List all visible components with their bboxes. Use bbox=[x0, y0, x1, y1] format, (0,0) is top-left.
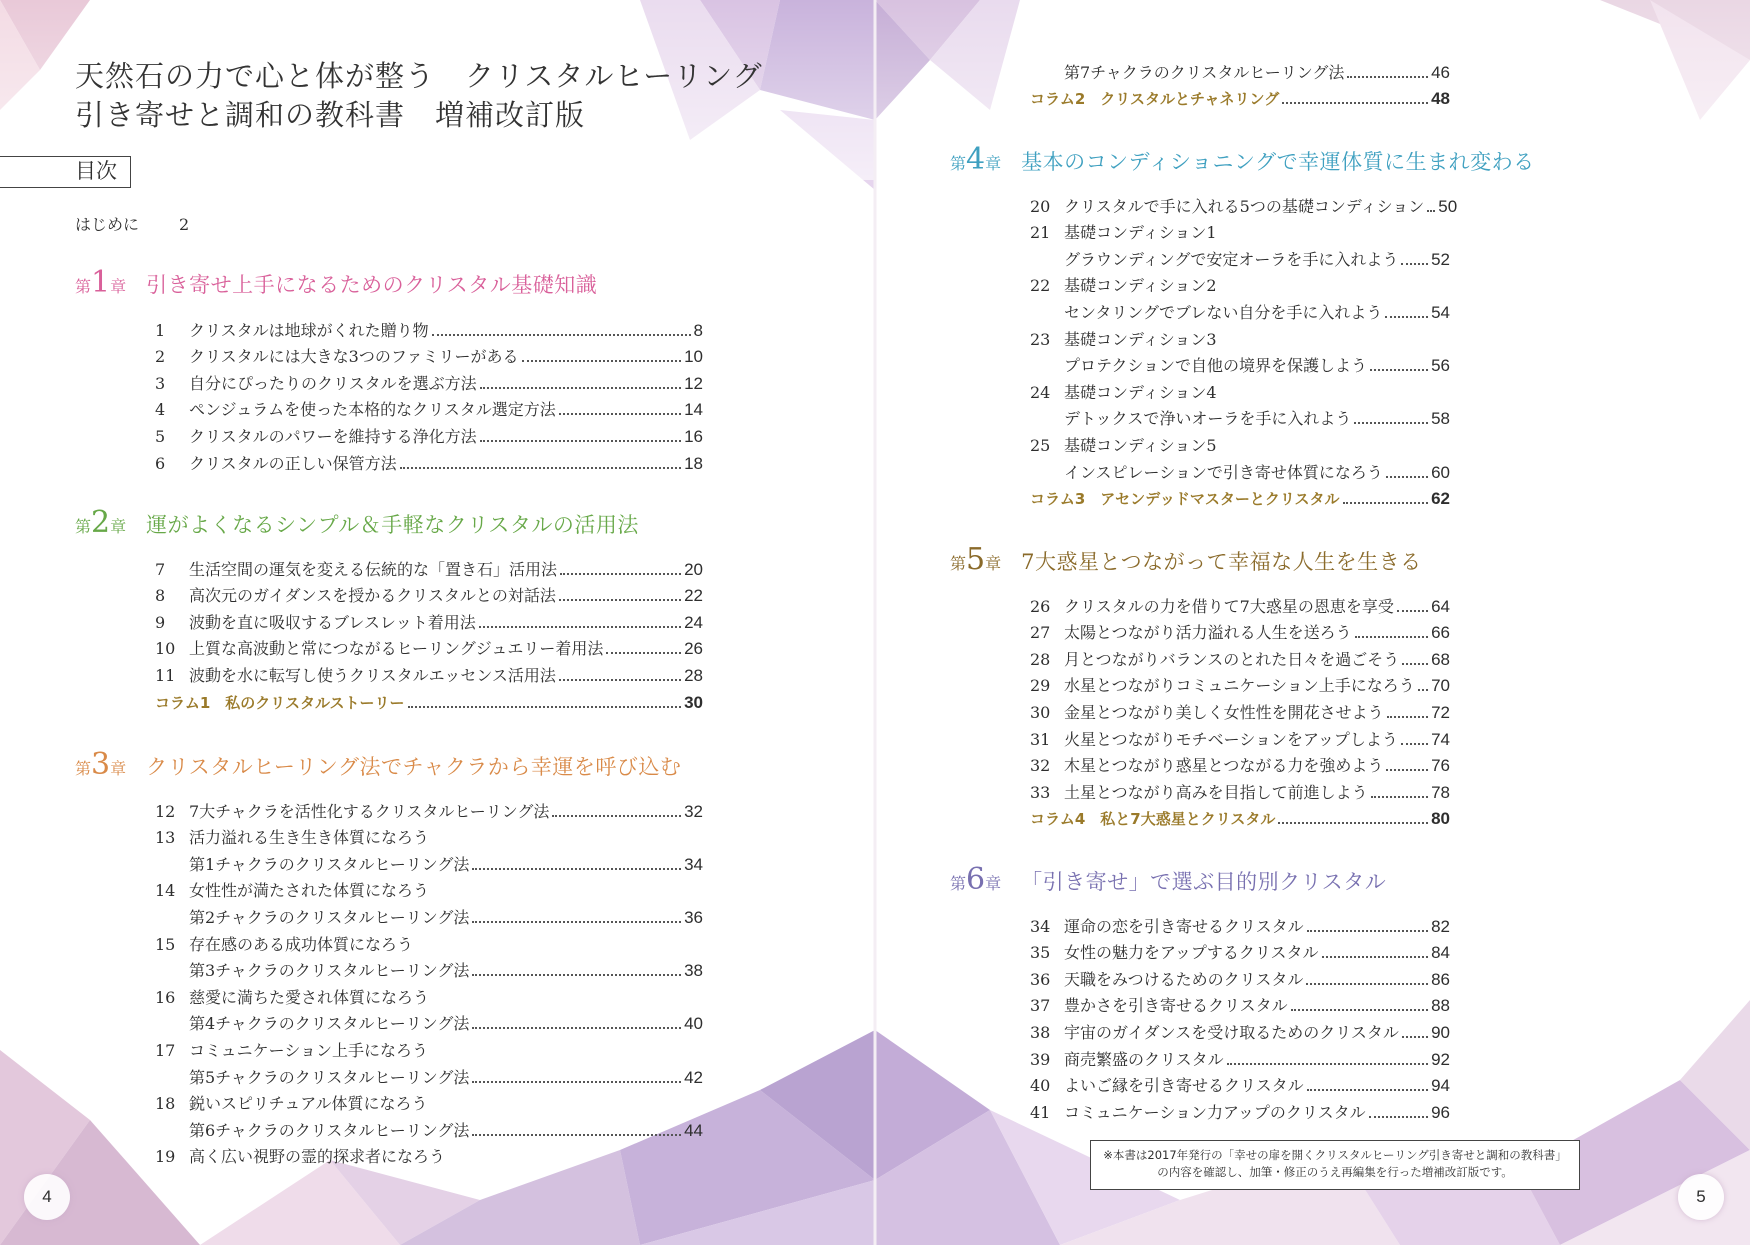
toc-entry[interactable] bbox=[155, 1088, 703, 1115]
toc-label: 目次 bbox=[0, 156, 131, 188]
entry-number: 39 bbox=[1030, 1049, 1051, 1069]
entry-title: 自分にぴったりのクリスタルを選ぶ方法 bbox=[189, 373, 477, 393]
entry-number: 4 bbox=[155, 400, 166, 420]
entry-number: 16 bbox=[155, 987, 176, 1007]
entry-number: 1 bbox=[155, 320, 166, 340]
entry-number: 23 bbox=[1030, 329, 1051, 349]
toc-entry[interactable] bbox=[1030, 376, 1450, 403]
leader-dots bbox=[1291, 1009, 1428, 1011]
toc-entry[interactable] bbox=[155, 553, 703, 580]
chapter-6-entries bbox=[1030, 910, 1450, 1123]
entry-title: クリスタルには大きな3つのファミリーがある bbox=[189, 347, 519, 367]
entry-title: クリスタルで手に入れる5つの基礎コンディション bbox=[1064, 196, 1425, 216]
entry-title: コラム2 クリスタルとチャネリング bbox=[1030, 90, 1280, 109]
toc-entry[interactable] bbox=[1030, 217, 1450, 244]
leader-dots bbox=[479, 626, 681, 628]
entry-title: クリスタルの正しい保管方法 bbox=[189, 453, 397, 473]
entry-title: コラム3 アセンデッドマスターとクリスタル bbox=[1030, 490, 1340, 509]
entry-page: 34 bbox=[684, 854, 703, 874]
leader-dots bbox=[1386, 769, 1428, 771]
toc-entry[interactable] bbox=[155, 848, 703, 875]
leader-dots bbox=[560, 573, 681, 575]
chapter-title: クリスタルヒーリング法でチャクラから幸運を呼び込む bbox=[146, 755, 682, 779]
toc-entry[interactable] bbox=[155, 955, 703, 982]
entry-number: 40 bbox=[1030, 1076, 1051, 1096]
entry-number: 34 bbox=[1030, 916, 1051, 936]
entry-page: 94 bbox=[1431, 1076, 1450, 1096]
toc-entry[interactable] bbox=[155, 633, 703, 660]
toc-entry[interactable] bbox=[1030, 990, 1450, 1017]
entry-title: 水星とつながりコミュニケーション上手になろう bbox=[1064, 676, 1415, 696]
entry-title: コラム4 私と7大惑星とクリスタル bbox=[1030, 810, 1276, 829]
leader-dots bbox=[1402, 663, 1428, 665]
intro-label: はじめに bbox=[75, 215, 140, 234]
entry-page: 46 bbox=[1431, 62, 1450, 82]
chapter-prefix: 第 bbox=[75, 759, 92, 778]
toc-entry[interactable] bbox=[155, 420, 703, 447]
leader-dots bbox=[1371, 796, 1428, 798]
entry-title: 月とつながりバランスのとれた日々を過ごそう bbox=[1064, 649, 1400, 669]
entry-number: 32 bbox=[1030, 756, 1051, 776]
leader-dots bbox=[559, 599, 681, 601]
chapter-title: 7大惑星とつながって幸福な人生を生きる bbox=[1021, 550, 1422, 574]
entry-title: 女性性が満たされた体質になろう bbox=[189, 881, 430, 901]
entry-title: 波動を水に転写し使うクリスタルエッセンス活用法 bbox=[189, 665, 556, 685]
toc-entry[interactable] bbox=[155, 1034, 703, 1061]
leader-dots bbox=[1418, 689, 1428, 691]
page-number-right: 5 bbox=[1678, 1174, 1724, 1220]
leader-dots bbox=[408, 706, 682, 708]
entry-page: 54 bbox=[1431, 302, 1450, 322]
entry-number: 25 bbox=[1030, 435, 1051, 455]
entry-title: クリスタルのパワーを維持する浄化方法 bbox=[189, 426, 477, 446]
leader-dots bbox=[1397, 610, 1428, 612]
entry-title: 基礎コンディション1 bbox=[1064, 223, 1217, 243]
entry-title: 7大チャクラを活性化するクリスタルヒーリング法 bbox=[189, 801, 550, 821]
toc-entry[interactable] bbox=[155, 1061, 703, 1088]
chapter-title: 基本のコンディショニングで幸運体質に生まれ変わる bbox=[1021, 150, 1535, 174]
entry-title: 基礎コンディション5 bbox=[1064, 435, 1217, 455]
entry-number: 18 bbox=[155, 1094, 176, 1114]
entry-number: 17 bbox=[155, 1040, 176, 1060]
entry-title: 第4チャクラのクリスタルヒーリング法 bbox=[189, 1014, 470, 1034]
leader-dots bbox=[480, 387, 681, 389]
column-entry[interactable] bbox=[1030, 83, 1450, 110]
toc-entry[interactable] bbox=[155, 1114, 703, 1141]
entry-page: 48 bbox=[1431, 89, 1450, 109]
toc-entry[interactable] bbox=[1030, 243, 1450, 270]
toc-entry[interactable] bbox=[1030, 270, 1450, 297]
entry-number: 19 bbox=[155, 1147, 176, 1167]
chapter-heading-2[interactable] bbox=[75, 505, 639, 542]
entry-page: 82 bbox=[1431, 916, 1450, 936]
toc-entry[interactable] bbox=[1030, 1070, 1450, 1097]
entry-title: センタリングでブレない自分を手に入れよう bbox=[1064, 302, 1383, 322]
entry-number: 3 bbox=[155, 373, 166, 393]
chapter-suffix: 章 bbox=[985, 874, 1002, 893]
entry-number: 22 bbox=[1030, 276, 1051, 296]
entry-number: 28 bbox=[1030, 649, 1051, 669]
toc-entry[interactable] bbox=[1030, 963, 1450, 990]
entry-title: 第1チャクラのクリスタルヒーリング法 bbox=[189, 854, 470, 874]
entry-page: 26 bbox=[684, 639, 703, 659]
entry-title: 生活空間の運気を変える伝統的な「置き石」活用法 bbox=[189, 559, 558, 579]
toc-entry[interactable] bbox=[1030, 937, 1450, 964]
chapter-title: 「引き寄せ」で選ぶ目的別クリスタル bbox=[1021, 870, 1387, 894]
entry-number: 6 bbox=[155, 453, 166, 473]
entry-title: コラム1 私のクリスタルストーリー bbox=[155, 693, 405, 712]
leader-dots bbox=[1355, 636, 1428, 638]
toc-entry[interactable] bbox=[1030, 696, 1450, 723]
leader-dots bbox=[1427, 210, 1435, 212]
book-title-line1: 天然石の力で心と体が整う クリスタルヒーリング bbox=[75, 59, 763, 93]
leader-dots bbox=[1386, 476, 1428, 478]
entry-number: 35 bbox=[1030, 943, 1051, 963]
entry-title: 上質な高波動と常につながるヒーリングジュエリー着用法 bbox=[189, 639, 604, 659]
entry-title: 土星とつながり高みを目指して前進しよう bbox=[1064, 782, 1368, 802]
leader-dots bbox=[1343, 502, 1429, 504]
entry-title: 太陽とつながり活力溢れる人生を送ろう bbox=[1064, 623, 1352, 643]
entry-page: 60 bbox=[1431, 462, 1450, 482]
entry-title: 高く広い視野の霊的探求者になろう bbox=[189, 1147, 446, 1167]
leader-dots bbox=[552, 815, 681, 817]
toc-entry[interactable] bbox=[1030, 350, 1450, 377]
entry-title: デトックスで浄いオーラを手に入れよう bbox=[1064, 409, 1352, 429]
chapter-suffix: 章 bbox=[110, 277, 127, 296]
entry-number: 36 bbox=[1030, 969, 1051, 989]
entry-title: プロテクションで自他の境界を保護しよう bbox=[1064, 356, 1368, 376]
toc-entry[interactable] bbox=[155, 981, 703, 1008]
chapter-title: 運がよくなるシンプル＆手軽なクリスタルの活用法 bbox=[146, 513, 639, 537]
entry-page: 86 bbox=[1431, 969, 1450, 989]
entry-page: 20 bbox=[684, 559, 703, 579]
leader-dots bbox=[1306, 983, 1428, 985]
chapter-4-entries bbox=[1030, 190, 1458, 509]
chapter-suffix: 章 bbox=[110, 517, 127, 536]
entry-number: 38 bbox=[1030, 1022, 1051, 1042]
toc-entry[interactable] bbox=[1030, 1096, 1450, 1123]
entry-page: 42 bbox=[684, 1067, 703, 1087]
chapter-prefix: 第 bbox=[75, 277, 92, 296]
entry-page: 50 bbox=[1438, 196, 1458, 216]
entry-page: 38 bbox=[684, 961, 703, 981]
entry-title: 豊かさを引き寄せるクリスタル bbox=[1064, 996, 1288, 1016]
entry-title: コミュニケーション上手になろう bbox=[189, 1040, 429, 1060]
entry-number: 15 bbox=[155, 934, 176, 954]
entry-number: 2 bbox=[155, 347, 166, 367]
entry-number: 26 bbox=[1030, 596, 1051, 616]
toc-entry[interactable] bbox=[1030, 403, 1450, 430]
edition-note: ※本書は2017年発行の「幸せの扉を開くクリスタルヒーリング引き寄せと調和の教科書」の内容を確認し、加筆・修正のうえ再編集を行った増補改訂版です。 bbox=[1090, 1140, 1580, 1190]
entry-title: 火星とつながりモチベーションをアップしよう bbox=[1064, 729, 1398, 749]
entry-page: 18 bbox=[684, 453, 703, 473]
toc-entry[interactable] bbox=[155, 1008, 703, 1035]
entry-number: 10 bbox=[155, 639, 176, 659]
entry-number: 33 bbox=[1030, 782, 1051, 802]
entry-page: 28 bbox=[684, 665, 703, 685]
entry-title: 基礎コンディション3 bbox=[1064, 329, 1217, 349]
toc-entry[interactable] bbox=[1030, 323, 1450, 350]
chapter-heading-4[interactable] bbox=[950, 142, 1535, 179]
entry-number: 13 bbox=[155, 828, 176, 848]
entry-title: 高次元のガイダンスを授かるクリスタルとの対話法 bbox=[189, 586, 556, 606]
entry-title: 鋭いスピリチュアル体質になろう bbox=[189, 1094, 428, 1114]
leader-dots bbox=[606, 652, 681, 654]
entry-page: 88 bbox=[1431, 996, 1450, 1016]
toc-entry[interactable] bbox=[155, 341, 703, 368]
chapter-suffix: 章 bbox=[110, 759, 127, 778]
leader-dots bbox=[1322, 956, 1429, 958]
intro-entry[interactable] bbox=[75, 212, 189, 235]
toc-entry[interactable] bbox=[155, 606, 703, 633]
entry-number: 8 bbox=[155, 586, 166, 606]
chapter-suffix: 章 bbox=[985, 554, 1002, 573]
leader-dots bbox=[1401, 743, 1428, 745]
entry-title: 活力溢れる生き生き体質になろう bbox=[189, 828, 430, 848]
chapter-1-entries bbox=[155, 314, 703, 474]
entry-page: 32 bbox=[684, 801, 703, 821]
toc-entry[interactable] bbox=[155, 314, 703, 341]
entry-title: 第5チャクラのクリスタルヒーリング法 bbox=[189, 1067, 470, 1087]
entry-page: 64 bbox=[1431, 596, 1450, 616]
toc-entry[interactable] bbox=[1030, 910, 1450, 937]
entry-number: 24 bbox=[1030, 382, 1051, 402]
entry-page: 66 bbox=[1431, 623, 1450, 643]
toc-entry[interactable] bbox=[1030, 750, 1450, 777]
entry-page: 56 bbox=[1431, 356, 1450, 376]
entry-title: 慈愛に満ちた愛され体質になろう bbox=[189, 987, 430, 1007]
toc-entry[interactable] bbox=[1030, 617, 1450, 644]
toc-entry[interactable] bbox=[1030, 190, 1458, 217]
entry-page: 92 bbox=[1431, 1049, 1450, 1069]
leader-dots bbox=[472, 868, 681, 870]
chapter-number: 4 bbox=[966, 142, 986, 177]
entry-page: 76 bbox=[1431, 756, 1450, 776]
chapter-prefix: 第 bbox=[950, 874, 967, 893]
entry-page: 68 bbox=[1431, 649, 1450, 669]
leader-dots bbox=[1370, 369, 1428, 371]
toc-entry[interactable] bbox=[155, 659, 703, 686]
entry-title: 商売繁盛のクリスタル bbox=[1064, 1049, 1224, 1069]
entry-title: 天職をみつけるためのクリスタル bbox=[1064, 969, 1304, 989]
entry-page: 96 bbox=[1431, 1102, 1450, 1122]
entry-title: クリスタルの力を借りて7大惑星の恩恵を享受 bbox=[1064, 596, 1394, 616]
leader-dots bbox=[472, 1081, 681, 1083]
toc-entry[interactable] bbox=[155, 822, 703, 849]
leader-dots bbox=[1354, 422, 1428, 424]
toc-entry[interactable] bbox=[155, 795, 703, 822]
entry-title: クリスタルは地球がくれた贈り物 bbox=[189, 320, 429, 340]
page-number-left: 4 bbox=[24, 1174, 70, 1220]
leader-dots bbox=[1307, 1089, 1428, 1091]
entry-title: 波動を直に吸収するブレスレット着用法 bbox=[189, 612, 476, 632]
right-page bbox=[875, 0, 1750, 1245]
entry-page: 8 bbox=[693, 320, 703, 340]
leader-dots bbox=[1227, 1063, 1428, 1065]
entry-page: 72 bbox=[1431, 702, 1450, 722]
entry-title: よいご縁を引き寄せるクリスタル bbox=[1064, 1076, 1304, 1096]
intro-page: 2 bbox=[179, 215, 190, 234]
toc-entry[interactable] bbox=[1030, 776, 1450, 803]
toc-entry[interactable] bbox=[1030, 429, 1450, 456]
leader-dots bbox=[1401, 263, 1428, 265]
leader-dots bbox=[1307, 930, 1428, 932]
chapter-heading-1[interactable] bbox=[75, 265, 598, 302]
chapter-prefix: 第 bbox=[75, 517, 92, 536]
entry-number: 41 bbox=[1030, 1102, 1051, 1122]
entry-page: 58 bbox=[1431, 409, 1450, 429]
column-entry[interactable] bbox=[155, 686, 703, 713]
chapter-number: 1 bbox=[91, 265, 111, 300]
entry-number: 20 bbox=[1030, 196, 1051, 216]
chapter-3-entries bbox=[155, 795, 703, 1167]
entry-number: 27 bbox=[1030, 623, 1051, 643]
entry-page: 14 bbox=[684, 400, 703, 420]
toc-entry[interactable] bbox=[155, 580, 703, 607]
toc-entry[interactable] bbox=[1030, 590, 1450, 617]
toc-entry[interactable] bbox=[1030, 1043, 1450, 1070]
leader-dots bbox=[1385, 316, 1428, 318]
entry-number: 31 bbox=[1030, 729, 1051, 749]
leader-dots bbox=[472, 1027, 681, 1029]
toc-entry[interactable] bbox=[155, 928, 703, 955]
entry-number: 5 bbox=[155, 426, 166, 446]
leader-dots bbox=[1282, 102, 1428, 104]
entry-title: 運命の恋を引き寄せるクリスタル bbox=[1064, 916, 1304, 936]
leader-dots bbox=[1278, 822, 1428, 824]
entry-number: 9 bbox=[155, 612, 166, 632]
chapter-number: 2 bbox=[91, 505, 111, 540]
leader-dots bbox=[522, 360, 682, 362]
leader-dots bbox=[1402, 1036, 1428, 1038]
leader-dots bbox=[1369, 1116, 1428, 1118]
entry-page: 52 bbox=[1431, 249, 1450, 269]
leader-dots bbox=[472, 1134, 681, 1136]
entry-number: 11 bbox=[155, 665, 176, 685]
entry-title: 基礎コンディション4 bbox=[1064, 382, 1217, 402]
column-entry[interactable] bbox=[1030, 803, 1450, 830]
leader-dots bbox=[400, 467, 681, 469]
leader-dots bbox=[432, 334, 691, 336]
entry-page: 40 bbox=[684, 1014, 703, 1034]
entry-title: 基礎コンディション2 bbox=[1064, 276, 1217, 296]
chapter-number: 5 bbox=[966, 542, 986, 577]
entry-page: 70 bbox=[1431, 676, 1450, 696]
entry-title: 木星とつながり惑星とつながる力を強めよう bbox=[1064, 756, 1384, 776]
entry-number: 12 bbox=[155, 801, 176, 821]
toc-entry[interactable] bbox=[1030, 643, 1450, 670]
entry-title: 第6チャクラのクリスタルヒーリング法 bbox=[189, 1120, 470, 1140]
entry-title: ペンジュラムを使った本格的なクリスタル選定方法 bbox=[189, 400, 556, 420]
leader-dots bbox=[480, 440, 681, 442]
toc-entry[interactable] bbox=[155, 901, 703, 928]
entry-page: 74 bbox=[1431, 729, 1450, 749]
chapter-2-entries bbox=[155, 553, 703, 713]
entry-title: コミュニケーション力アップのクリスタル bbox=[1064, 1102, 1366, 1122]
entry-number: 14 bbox=[155, 881, 176, 901]
entry-page: 84 bbox=[1431, 943, 1450, 963]
entry-title: 第2チャクラのクリスタルヒーリング法 bbox=[189, 907, 470, 927]
chapter-heading-6[interactable] bbox=[950, 862, 1387, 899]
entry-title: 第3チャクラのクリスタルヒーリング法 bbox=[189, 961, 470, 981]
toc-entry[interactable] bbox=[1030, 56, 1450, 83]
entry-page: 30 bbox=[684, 692, 703, 712]
entry-title: グラウンディングで安定オーラを手に入れよう bbox=[1064, 249, 1399, 269]
leader-dots bbox=[559, 679, 681, 681]
leader-dots bbox=[1387, 716, 1428, 718]
entry-title: 女性の魅力をアップするクリスタル bbox=[1064, 943, 1319, 963]
entry-page: 78 bbox=[1431, 782, 1450, 802]
toc-entry[interactable] bbox=[155, 875, 703, 902]
entry-page: 36 bbox=[684, 907, 703, 927]
entry-page: 22 bbox=[684, 586, 703, 606]
chapter-5-entries bbox=[1030, 590, 1450, 829]
chapter-number: 3 bbox=[91, 747, 111, 782]
entry-page: 16 bbox=[684, 426, 703, 446]
entry-page: 24 bbox=[684, 612, 703, 632]
entry-title: 存在感のある成功体質になろう bbox=[189, 934, 414, 954]
chapter-heading-5[interactable] bbox=[950, 542, 1422, 579]
toc-entry[interactable] bbox=[155, 1141, 703, 1168]
entry-title: 第7チャクラのクリスタルヒーリング法 bbox=[1064, 62, 1345, 82]
entry-page: 80 bbox=[1431, 809, 1450, 829]
entry-number: 29 bbox=[1030, 676, 1051, 696]
toc-entry[interactable] bbox=[155, 447, 703, 474]
entry-number: 30 bbox=[1030, 702, 1051, 722]
chapter-number: 6 bbox=[966, 862, 986, 897]
entry-number: 7 bbox=[155, 559, 166, 579]
toc-entry[interactable] bbox=[1030, 670, 1450, 697]
toc-entry[interactable] bbox=[155, 367, 703, 394]
leader-dots bbox=[472, 921, 681, 923]
toc-entry[interactable] bbox=[1030, 296, 1450, 323]
leader-dots bbox=[472, 974, 681, 976]
toc-entry[interactable] bbox=[1030, 456, 1450, 483]
toc-entry[interactable] bbox=[155, 394, 703, 421]
entry-page: 12 bbox=[684, 373, 703, 393]
chapter-title: 引き寄せ上手になるためのクリスタル基礎知識 bbox=[146, 273, 598, 297]
entry-number: 37 bbox=[1030, 996, 1051, 1016]
entry-number: 21 bbox=[1030, 223, 1051, 243]
book-title-line2: 引き寄せと調和の教科書 増補改訂版 bbox=[75, 98, 586, 132]
entry-page: 10 bbox=[684, 347, 703, 367]
entry-title: 宇宙のガイダンスを受け取るためのクリスタル bbox=[1064, 1022, 1399, 1042]
leader-dots bbox=[1347, 76, 1428, 78]
column-entry[interactable] bbox=[1030, 483, 1450, 510]
chapter-prefix: 第 bbox=[950, 154, 967, 173]
toc-entry[interactable] bbox=[1030, 1016, 1450, 1043]
leader-dots bbox=[559, 413, 681, 415]
toc-entry[interactable] bbox=[1030, 723, 1450, 750]
entry-page: 62 bbox=[1431, 489, 1450, 509]
chapter-suffix: 章 bbox=[985, 154, 1002, 173]
entry-title: 金星とつながり美しく女性性を開花させよう bbox=[1064, 702, 1384, 722]
entry-page: 90 bbox=[1431, 1022, 1450, 1042]
chapter-heading-3[interactable] bbox=[75, 747, 682, 784]
entry-page: 44 bbox=[684, 1120, 703, 1140]
chapter-prefix: 第 bbox=[950, 554, 967, 573]
entry-title: インスピレーションで引き寄せ体質になろう bbox=[1064, 462, 1383, 482]
